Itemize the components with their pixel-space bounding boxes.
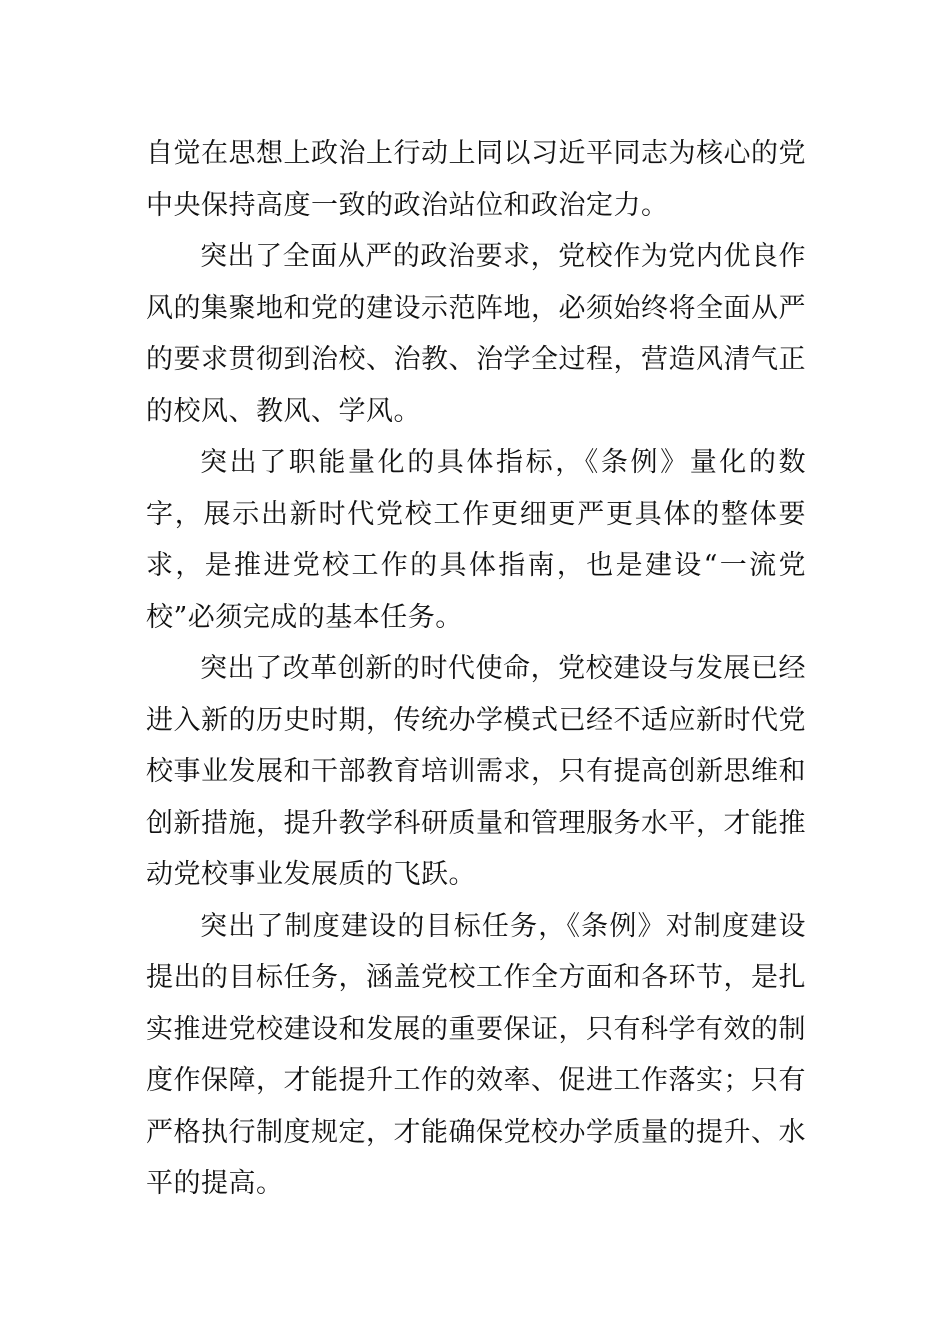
paragraph-institution-building: 突出了制度建设的目标任务，《条例》对制度建设提出的目标任务，涵盖党校工作全方面和各环节，是扎实推进党校建设和发展的重要保证，只有科学有效的制度作保障，才能提升工作的效率、促进工作落实；只有严格执行制度规定，才能确保党校办学质量的提升、水平的提高。: [146, 910, 806, 1199]
paragraph-quantified-indicators: 突出了职能量化的具体指标，《条例》量化的数字，展示出新时代党校工作更细更严更具体的整体要求，是推进党校工作的具体指南，也是建设“一流党校”必须完成的基本任务。: [146, 447, 806, 633]
paragraph-strict-governance: 突出了全面从严的政治要求，党校作为党内优良作风的集聚地和党的建设示范阵地，必须始终将全面从严的要求贯彻到治校、治教、治学全过程，营造风清气正的校风、教风、学风。: [146, 241, 806, 427]
paragraph-continuation: 自觉在思想上政治上行动上同以习近平同志为核心的党中央保持高度一致的政治站位和政治定力。: [146, 138, 806, 221]
paragraph-reform-innovation: 突出了改革创新的时代使命，党校建设与发展已经进入新的历史时期，传统办学模式已经不适应新时代党校事业发展和干部教育培训需求，只有提高创新思维和创新措施，提升教学科研质量和管理服务水平，才能推动党校事业发展质的飞跃。: [146, 653, 806, 890]
document-body: [146, 128, 806, 1210]
